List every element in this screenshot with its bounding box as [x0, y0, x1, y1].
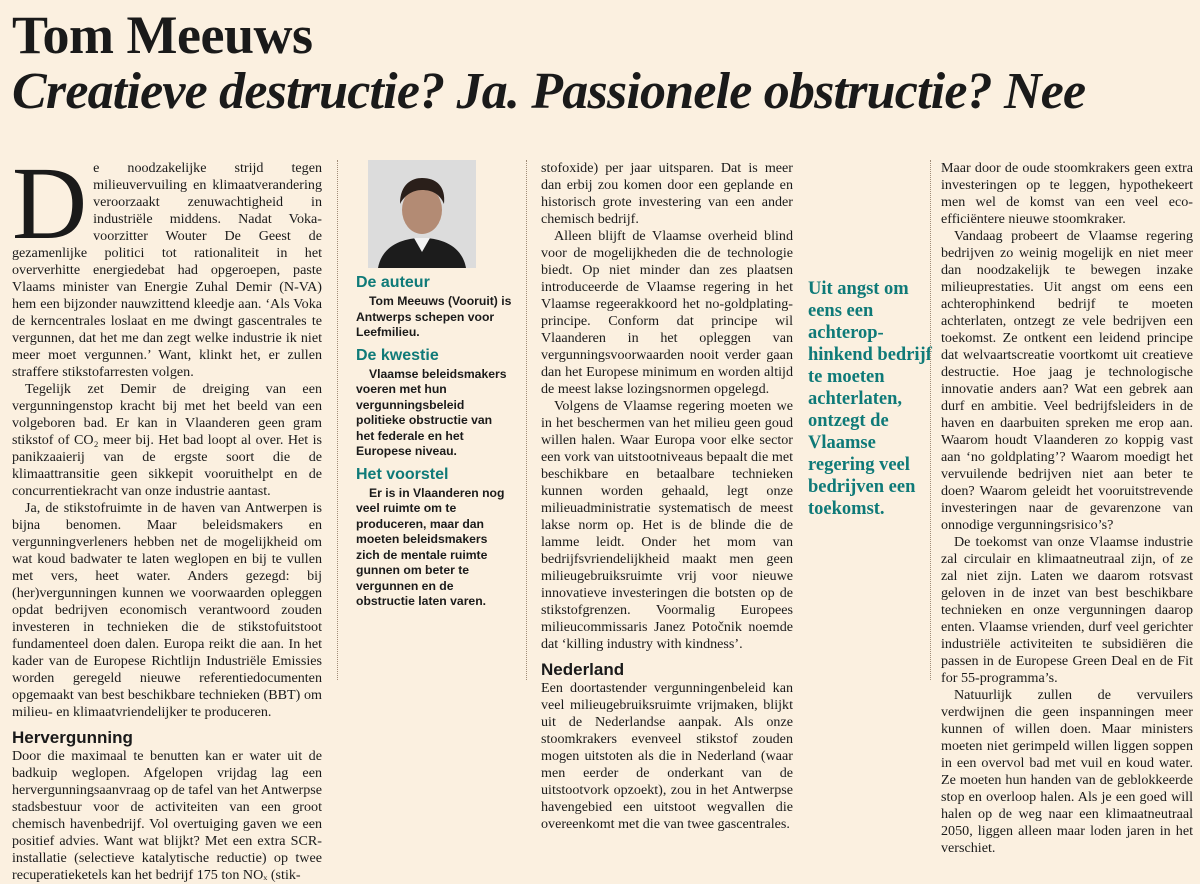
paragraph: De toekomst van onze Vlaamse industrie zal circulair en klimaatneutraal zijn, of ze zal niet zijn. Laten we daarom rotsvast geloven in de inzet van best beschikbare technieken en onze vergunningen daarop enten. Vlaamse vrienden, durf veel gerichter industriële activiteiten te subsidiëren die passen in de Europese Green Deal en de Fit for 55-programma’s.	[941, 534, 1193, 686]
headline: Creatieve destructie? Ja. Passionele obstructie? Nee	[12, 63, 1086, 120]
paragraph: Vandaag probeert de Vlaamse regering bedrijven zo weinig mogelijk en niet meer dan noodzakelijk te bewegen inzake milieuprestaties. Uit angst om eens een achterophinkend bedrijf te moeten achterlaten, ontzegt ze vele bedrijven een toekomst. Ze ontkent een leidend principe dat welvaartscreatie voortkomt uit creatieve destructie. Hoe jaag je technologische innovatie anders aan? Wat een gebrek aan durf en ambitie. Veel bedrijfsleiders in de haven en daarbuiten spreken me erop aan. Waarom houdt Vlaanderen zo koppig vast aan ‘no goldplating’? Waarom moedigt het vervuilende bedrijven niet aan beter te doen? Waarom geleidt het vooruitstrevende investeringen naar de gevarenzone van onnodige vergunningsrisico’s?	[941, 228, 1193, 533]
paragraph: Alleen blijft de Vlaamse overheid blind voor de mogelijkheden die de technologie biedt. Op niet minder dan zes plaatsen introduceerde de Vlaamse regering in het Vlaamse regeerakkoord het no-goldplating-principe. Conform dat principe wil Vlaanderen in het opleggen van vergunningsvoorwaarden nooit verder gaan dan het Europese minimum en worden altijd de meest lakse lozingsnormen opgelegd.	[541, 228, 793, 397]
sidebar-heading-kwestie: De kwestie	[356, 346, 439, 364]
sidebar-heading-auteur: De auteur	[356, 274, 430, 291]
paragraph: stofoxide) per jaar uitsparen. Dat is meer dan erbij zou komen door een geplande en historisch grote investering van een ander chemisch bedrijf.	[541, 160, 793, 227]
author-portrait-image	[368, 160, 476, 268]
column-divider	[526, 160, 527, 680]
subheading-hervergunning: Hervergunning	[12, 728, 133, 747]
article-column-1	[12, 146, 322, 883]
sidebar-text-kwestie: Vlaamse beleidsmakers voeren met hun vergunningsbeleid politieke obstructie van het federale en het Europese niveau.	[356, 366, 507, 458]
paragraph: Natuurlijk zullen de vervuilers verdwijnen die geen inspanningen meer kunnen of willen doen. Maar ministers moeten niet gerimpeld willen liggen soppen in een overvol bad met vuil en koud water. Ze moeten hun handen van de geblokkeerde stop en overloop halen. Als je een goed will halen op de weg naar een klimaatneutraal 2050, liggen alleen maar loden jaren in het verschiet.	[941, 687, 1193, 856]
paragraph: Maar door de oude stoomkrakers geen extra investeringen op te leggen, hypothekeert men wel de komst van een veel eco-efficiëntere nieuwe stoomkraker.	[941, 160, 1193, 227]
paragraph: Tegelijk zet Demir de dreiging van een vergunningenstop kracht bij met het beeld van een volgeboren bad. Er kan in Vlaanderen geen gram stikstof of CO₂ meer bij. Het bad loopt al over. Het is panikzaaierij van de ergste soort die de klimaattransitie geen sikkepit vooruithelpt en de concurrentiekracht van onze industrie aantast.	[12, 381, 322, 499]
paragraph: Ja, de stikstofruimte in de haven van Antwerpen is bijna benomen. Maar beleidsmakers en vergunningverleners hebben net de mogelijkheid om wat koud badwater te laten weglopen en bij te vullen met vers, heet water. Anders gezegd: bij (her)vergunningen kunnen we voorwaarden opleggen opdat bedrijven economisch verantwoord zouden investeren in technieken die de stikstofuitstoot fundamenteel doen dalen. Europa reikt die aan. In het kader van de Europese Richtlijn Industriële Emissies worden geregeld nieuwe referentiedocumenten opgemaakt van best beschikbare technieken (BBT) om milieu- en klimaatvriendelijker te produceren.	[12, 500, 322, 720]
paragraph: Volgens de Vlaamse regering moeten we in het beschermen van het milieu geen goud willen halen. Waar Europa voor elke sector een vork van uitstootniveaus bepaalt die met beschikbare en betaalbare technieken kunnen worden gehaald, legt onze milieuadministratie systematisch de meest lakse norm op. Het is de blinde die de lamme leidt. Onder het mom van bedrijfsvriendelijkheid maakt men geen milieugebruiksruimte vrij voor nieuwe innovatieve investeringen die botsten op de stikstofgrenzen. Voormalig Europees milieucommissaris Janez Potočnik noemde dat ‘killing industry with kindness’.	[541, 398, 793, 652]
sidebar-text-voorstel: Er is in Vlaanderen nog veel ruimte om te produceren, maar dan moeten beleidsmakers zich de mentale ruimte gunnen om beter te vergunnen en de obstructie laten varen.	[356, 485, 505, 608]
paragraph: Een doortastender vergunningenbeleid kan veel milieugebruiksruimte vrijmaken, blijkt uit de Nederlandse aanpak. Als onze stoomkrakers evenveel stikstof zouden mogen uitstoten als die in Nederland (waar men eerder de onderkant van de uitstootvork opzoekt), zou in het Antwerpse havengebied een uitstoot wegvallen die overeenkomt met die van twee gascentrales.	[541, 680, 793, 832]
subheading-nederland: Nederland	[541, 660, 625, 679]
author-portrait	[368, 160, 476, 268]
column-divider	[337, 160, 338, 680]
pull-quote: Uit angst om eens een achterop-hinkend bedrijf te moeten achterlaten, ontzegt de Vlaamse regering veel bedrijven een toekomst.	[808, 279, 932, 519]
article-column-4	[941, 160, 1193, 856]
sidebar-text-auteur: Tom Meeuws (Vooruit) is Antwerps schepen voor Leefmilieu.	[356, 294, 512, 339]
column-divider	[930, 160, 931, 680]
sidebar-heading-voorstel: Het voorstel	[356, 465, 449, 483]
drop-cap: D	[12, 146, 88, 261]
author-name: Tom Meeuws	[12, 5, 313, 65]
article-column-3	[541, 160, 793, 832]
article-header	[12, 6, 1190, 120]
paragraph: e noodzakelijke strijd tegen milieuvervuiling en klimaatverandering veroorzaakt zenuwachtigheid in industriële middens. Nadat Voka-voorzitter Wouter De Geest de gezamenlijke politici tot rationaliteit in het oververhitte energiedebat had opgeroepen, paste Vlaams minister van Energie Zuhal Demir (N-VA) hem een bijzonder nauwzittend kleedje aan. ‘Als Voka de kerncentrales loslaat en me dwingt gascentrales te vergunnen, dat het me dan zegt welke industrie ik niet meer moet vergunnen.’ Want, klinkt het, er zullen straffere stikstofarresten volgen.	[12, 160, 322, 380]
info-sidebar	[356, 160, 512, 610]
paragraph: Door die maximaal te benutten kan er water uit de badkuip weglopen. Afgelopen vrijdag lag een hervergunningsaanvraag op de tafel van het Antwerpse stadsbestuur voor de activiteiten van een groot chemisch havenbedrijf. Vol overtuiging gaven we een positief advies. Want wat blijkt? Met een extra SCR-installatie (selectieve katalytische reductie) op twee recuperatieketels kan het bedrijf 175 ton NOₓ (stik-	[12, 748, 322, 883]
